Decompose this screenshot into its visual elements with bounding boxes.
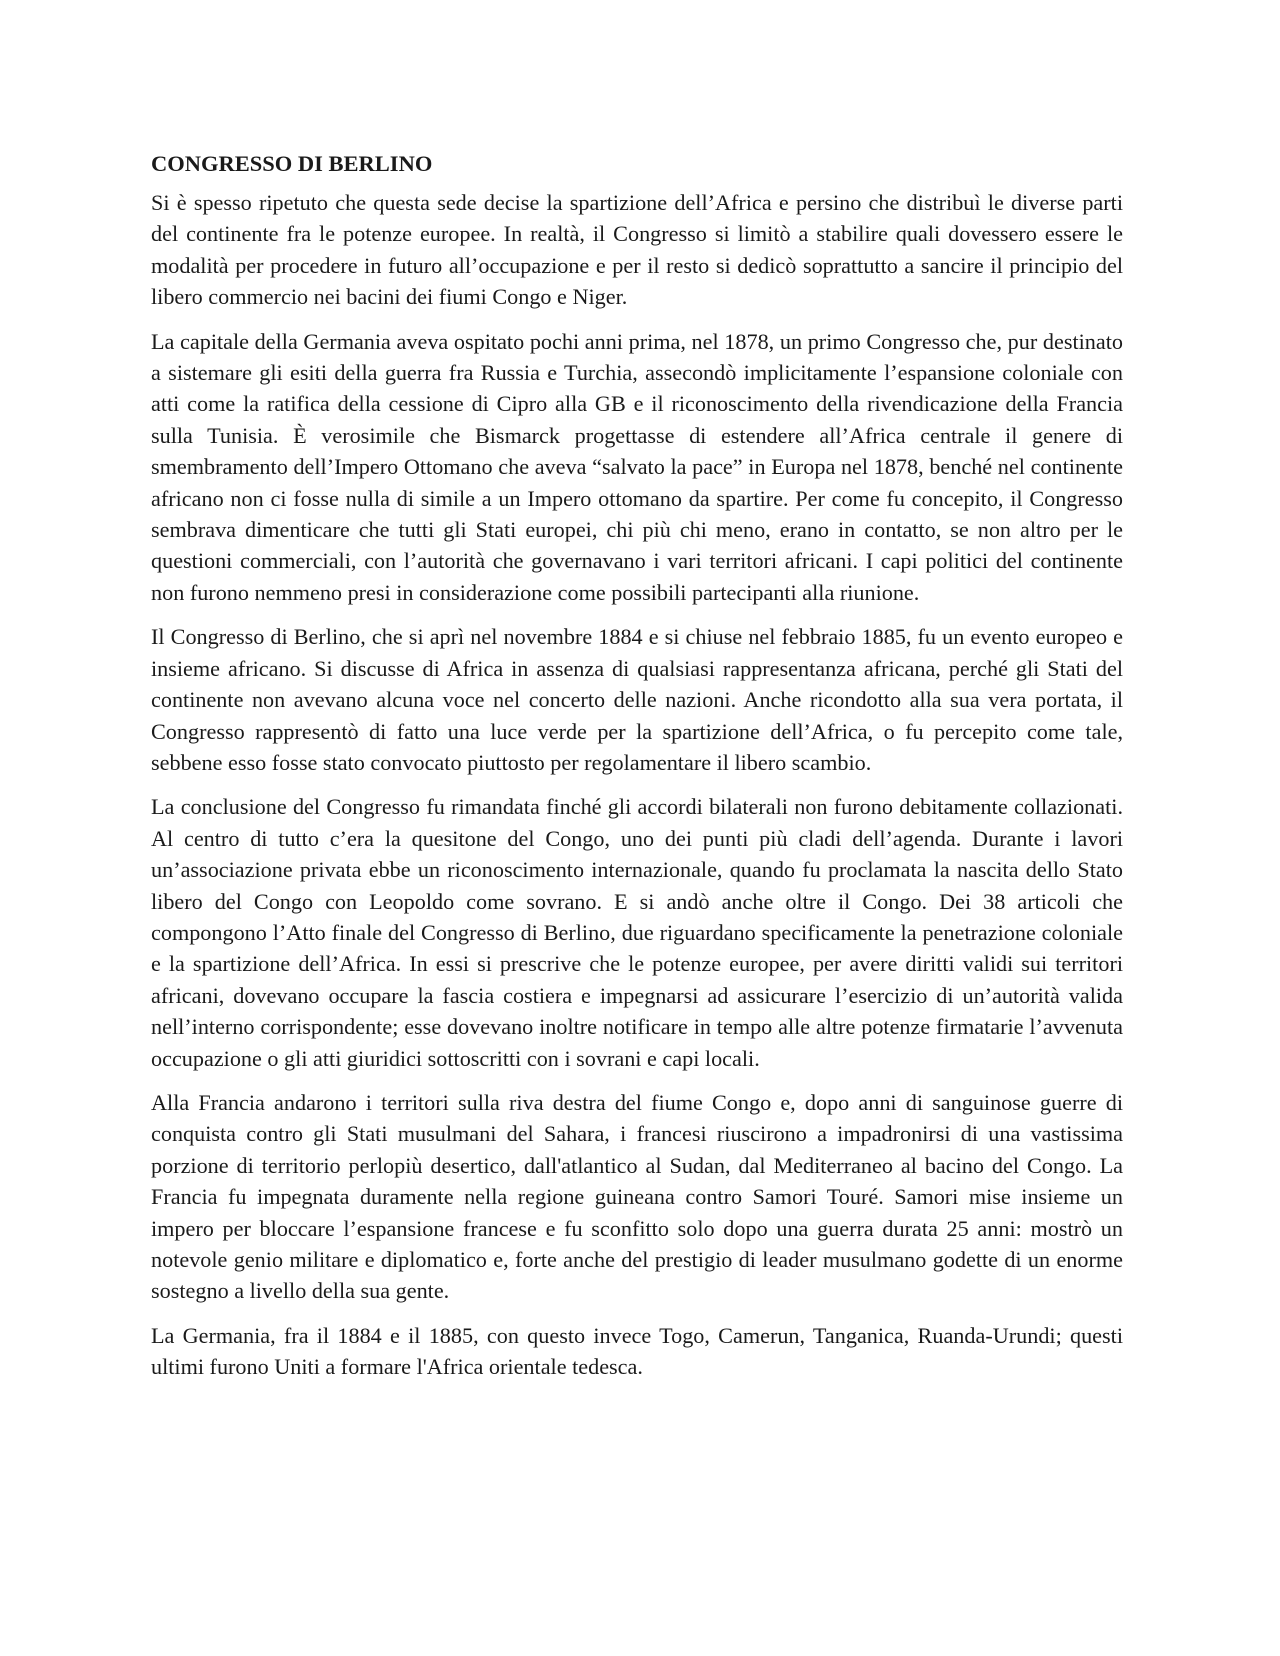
document-title: CONGRESSO DI BERLINO bbox=[151, 151, 433, 176]
paragraph-6: La Germania, fra il 1884 e il 1885, con questo invece Togo, Camerun, Tanganica, Ruanda-Urundi; questi ultimi furono Uniti a formare l'Africa orientale tedesca. bbox=[151, 1322, 1123, 1380]
paragraph-2: La capitale della Germania aveva ospitato pochi anni prima, nel 1878, un primo Congresso che, pur destinato a sistemare gli esiti della guerra fra Russia e Turchia, assecondò implicitamente l’espansione coloniale con atti come la ratifica della cessione di Cipro alla GB e il riconoscimento della rivendicazione della Francia sulla Tunisia. È verosimile che Bismarck progettasse di estendere all’Africa centrale il genere di smembramento dell’Impero Ottomano che aveva “salvato la pace” in Europa nel 1878, benché nel continente africano non ci fosse nulla di simile a un Impero ottomano da spartire. Per come fu concepito, il Congresso sembrava dimenticare che tutti gli Stati europei, chi più chi meno, erano in contatto, se non altro per le questioni commerciali, con l’autorità che governavano i vari territori africani. I capi politici del continente non furono nemmeno presi in considerazione come possibili partecipanti alla riunione. bbox=[151, 328, 1123, 605]
paragraph-4: La conclusione del Congresso fu rimandata finché gli accordi bilaterali non furono debitamente collazionati. Al centro di tutto c’era la quesitone del Congo, uno dei punti più cladi dell’agenda. Durante i lavori un’associazione privata ebbe un riconoscimento internazionale, quando fu proclamata la nascita dello Stato libero del Congo con Leopoldo come sovrano. E si andò anche oltre il Congo. Dei 38 articoli che compongono l’Atto finale del Congresso di Berlino, due riguardano specificamente la penetrazione coloniale e la spartizione dell’Africa. In essi si prescrive che le potenze europee, per avere diritti validi sui territori africani, dovevano occupare la fascia costiera e impegnarsi ad assicurare l’esercizio di un’autorità valida nell’interno corrispondente; esse dovevano inoltre notificare in tempo alle altre potenze firmatarie l’avvenuta occupazione o gli atti giuridici sottoscritti con i sovrani e capi locali. bbox=[151, 794, 1123, 1071]
paragraph-3: Il Congresso di Berlino, che si aprì nel novembre 1884 e si chiuse nel febbraio 1885, fu un evento europeo e insieme africano. Si discusse di Africa in assenza di qualsiasi rappresentanza africana, perché gli Stati del continente non avevano alcuna voce nel concerto delle nazioni. Anche ricondotto alla sua vera portata, il Congresso rappresentò di fatto una luce verde per la spartizione dell’Africa, o fu percepito come tale, sebbene esso fosse stato convocato piuttosto per regolamentare il libero scambio. bbox=[151, 624, 1123, 775]
paragraph-1: Si è spesso ripetuto che questa sede decise la spartizione dell’Africa e persino che distribuì le diverse parti del continente fra le potenze europee. In realtà, il Congresso si limitò a stabilire quali dovessero essere le modalità per procedere in futuro all’occupazione e per il resto si dedicò soprattutto a sancire il principio del libero commercio nei bacini dei fiumi Congo e Niger. bbox=[151, 190, 1123, 310]
document-body bbox=[151, 148, 1123, 1396]
paragraph-5: Alla Francia andarono i territori sulla riva destra del fiume Congo e, dopo anni di sanguinose guerre di conquista contro gli Stati musulmani del Sahara, i francesi riuscirono a impadronirsi di una vastissima porzione di territorio perlopiù desertico, dall'atlantico al Sudan, dal Mediterraneo al bacino del Congo. La Francia fu impegnata duramente nella regione guineana contro Samori Touré. Samori mise insieme un impero per bloccare l’espansione francese e fu sconfitto solo dopo una guerra durata 25 anni: mostrò un notevole genio militare e diplomatico e, forte anche del prestigio di leader musulmano godette di un enorme sostegno a livello della sua gente. bbox=[151, 1089, 1123, 1304]
